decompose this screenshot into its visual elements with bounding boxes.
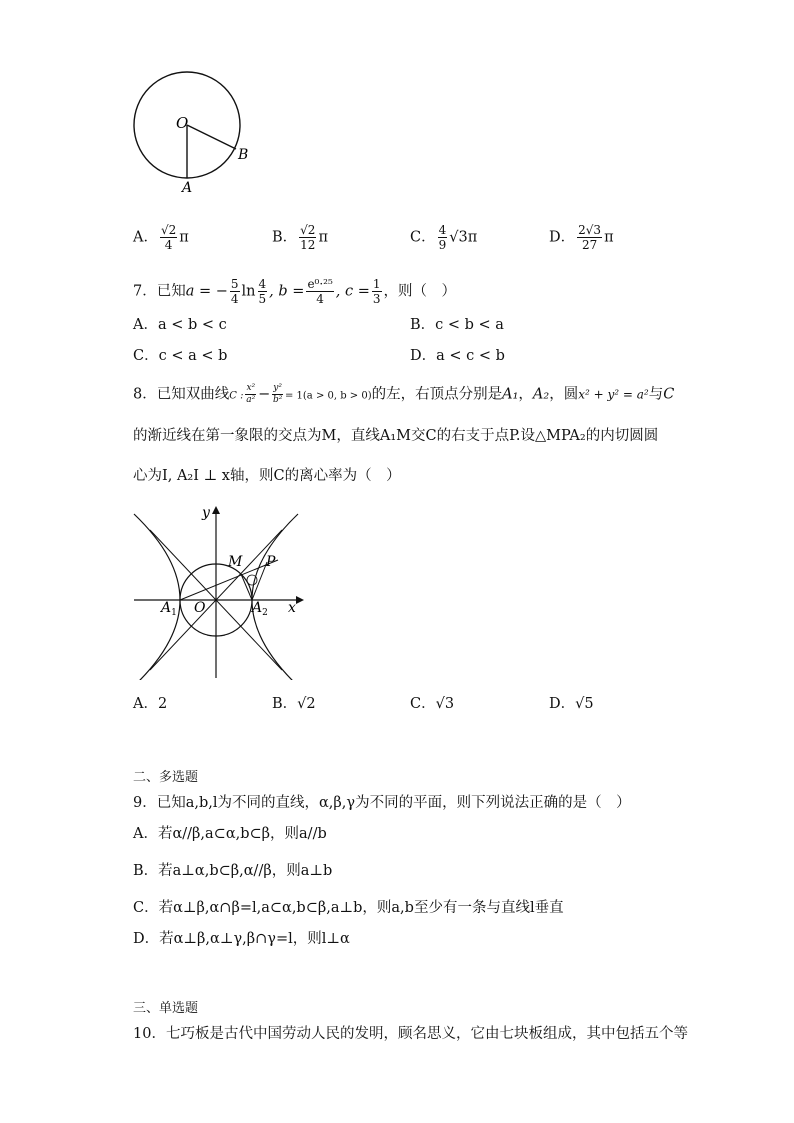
option-tail: π — [179, 229, 189, 246]
fraction — [372, 278, 382, 305]
q8-stem-line2: 的渐近线在第一象限的交点为M，直线A₁M交C的右支于点P.设△MPA₂的内切圆圆 — [133, 428, 659, 444]
radius-OB — [187, 125, 236, 149]
numerator: x² — [246, 383, 256, 393]
denominator: 12 — [300, 238, 316, 252]
label-O: O — [176, 114, 189, 132]
q7-option-d[interactable]: D．a < c < b — [410, 348, 505, 364]
q7-c: , c = — [335, 283, 370, 300]
q9-option-d[interactable]: D．若α⊥β,α⊥γ,β∩γ=l，则l⊥α — [133, 931, 350, 947]
option-letter: D． — [549, 229, 576, 246]
denominator: 4 — [230, 292, 239, 306]
q7-option-a[interactable]: A．a < b < c — [133, 317, 227, 333]
label-B: B — [238, 147, 249, 163]
label-M: M — [228, 554, 243, 570]
numerator: √2 — [160, 223, 177, 237]
fraction — [577, 224, 602, 251]
q8-stem-line1: 8．已知双曲线C : $\frac{\text{x²}}{\text{a²}}$ − $\frac{\text{y²}}{\text{b²}}$ = 1(a > 0, b > 0)的左，右顶点分别是A₁，A₂，圆x² + y² = a²与C — [133, 383, 675, 405]
q6-option-c[interactable] — [410, 224, 477, 251]
fraction — [272, 384, 283, 405]
circle-equation: x² + y² = a² — [578, 387, 649, 402]
q7-end: ，则（ ） — [383, 283, 457, 300]
hyperbola-left-branch — [134, 514, 180, 680]
label-A: A — [182, 180, 193, 196]
y-axis-arrow — [212, 506, 220, 514]
label-y: y — [202, 505, 210, 521]
hyperbola-condition: = 1(a > 0, b > 0) — [284, 390, 372, 402]
q8-line1-end: 与 — [648, 386, 664, 403]
fraction — [438, 224, 448, 251]
section3-title: 三、单选题 — [133, 1001, 199, 1016]
q7-b: , b = — [269, 283, 305, 300]
q8-prefix: 8．已知双曲线 — [133, 386, 230, 403]
option-tail: π — [318, 229, 328, 246]
denominator: 4 — [316, 292, 324, 306]
q8-mid: 的左，右顶点分别是 — [371, 386, 503, 403]
q7-a: a = − — [185, 283, 228, 300]
q10-stem: 10．七巧板是古代中国劳动人民的发明，顾名思义，它由七块板组成，其中包括五个等 — [133, 1026, 688, 1042]
numerator: √2 — [300, 223, 316, 237]
q8-option-d[interactable]: D．√5 — [549, 696, 594, 712]
incircle — [247, 575, 257, 585]
q8-hyperbola-figure — [128, 500, 308, 680]
hyperbola-right-branch — [252, 514, 298, 680]
fraction — [306, 278, 333, 305]
q8-option-a[interactable]: A．2 — [133, 696, 168, 712]
label-O: O — [194, 600, 206, 616]
denominator: 9 — [438, 238, 447, 252]
q7-option-c[interactable]: C．c < a < b — [133, 348, 228, 364]
denominator: 5 — [258, 292, 267, 306]
q8-stem-line3: 心为I, A₂I ⊥ x轴，则C的离心率为（ ） — [133, 468, 401, 484]
numerator: 4 — [258, 277, 267, 291]
numerator: y² — [273, 383, 282, 393]
curve-c: C — [663, 386, 675, 403]
q8-option-b[interactable]: B．√2 — [272, 696, 316, 712]
x-axis-arrow — [296, 596, 304, 604]
numerator: 1 — [372, 277, 381, 291]
fraction — [160, 224, 177, 251]
vertex-a2: A₂ — [532, 386, 550, 403]
option-letter: C． — [410, 229, 436, 246]
label-x: x — [288, 600, 296, 616]
ln-text: ln — [241, 283, 256, 300]
q7-option-b[interactable]: B．c < b < a — [410, 317, 504, 333]
section2-title: 二、多选题 — [133, 770, 199, 785]
q6-option-d[interactable] — [549, 224, 614, 251]
denominator: 27 — [581, 238, 598, 252]
numerator: 2√3 — [578, 223, 602, 237]
option-tail: π — [604, 229, 614, 246]
numerator: e⁰·²⁵ — [307, 277, 333, 291]
label-A1: $A_1$ — [161, 600, 177, 618]
q9-option-b[interactable]: B．若a⊥α,b⊂β,α//β，则a⊥b — [133, 863, 333, 879]
segment-MA2 — [241, 574, 252, 600]
option-tail: √3π — [449, 229, 478, 246]
q9-stem: 9．已知a,b,l为不同的直线，α,β,γ为不同的平面，则下列说法正确的是（ ） — [133, 795, 631, 811]
denominator: 4 — [164, 238, 173, 252]
option-letter: A． — [133, 229, 158, 246]
fraction — [245, 384, 256, 405]
q6-option-a[interactable] — [133, 224, 189, 251]
numerator: 5 — [230, 277, 239, 291]
denominator: 3 — [372, 292, 381, 306]
numerator: 4 — [438, 223, 447, 237]
denominator: a² — [246, 395, 256, 405]
fraction — [299, 224, 316, 251]
fraction — [258, 278, 268, 305]
vertex-a1: A₁ — [502, 386, 519, 403]
q7-stem — [133, 278, 456, 305]
option-letter: B． — [272, 229, 298, 246]
q9-option-a[interactable]: A．若α//β,a⊂α,b⊂β，则a//b — [133, 826, 327, 842]
q6-option-b[interactable] — [272, 224, 328, 251]
fraction — [230, 278, 240, 305]
q8-option-c[interactable]: C．√3 — [410, 696, 455, 712]
label-A2: $A_2$ — [252, 600, 268, 618]
q7-prefix: 7．已知 — [133, 283, 186, 300]
curve-name: C : — [229, 390, 244, 402]
q9-option-c[interactable]: C．若α⊥β,α∩β=l,a⊂α,b⊂β,a⊥b，则a,b至少有一条与直线l垂直 — [133, 900, 564, 916]
q8-circle-word: ，圆 — [549, 386, 579, 403]
q6-circle-figure — [125, 65, 265, 200]
denominator: b² — [272, 395, 283, 405]
label-P: P — [266, 554, 276, 570]
